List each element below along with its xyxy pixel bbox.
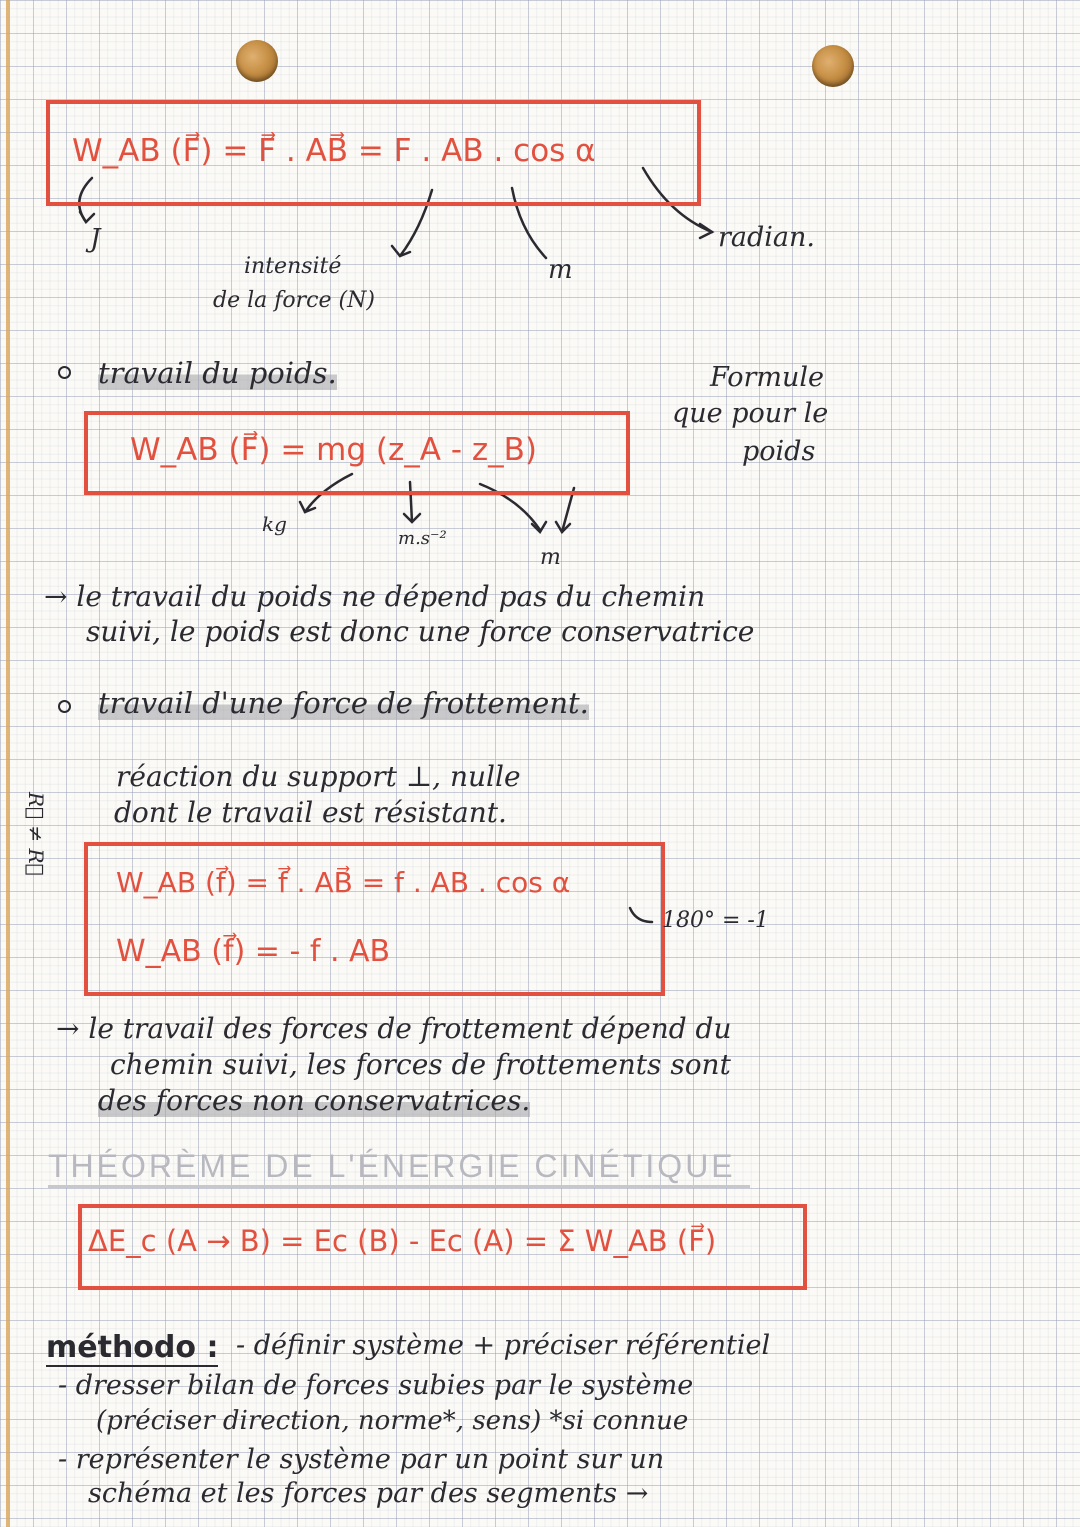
weight-conclusion-2: suivi, le poids est donc une force conservatrice [86,615,755,648]
friction-line-1: réaction du support ⊥, nulle [116,760,521,793]
weight-note-1: Formule [710,362,825,393]
unit-meter: m [540,545,561,570]
theorem-title: THÉORÈME DE L'ÉNERGIE CINÉTIQUE [48,1148,750,1188]
joule-unit: J [90,224,101,254]
margin-line [6,0,10,1527]
punch-hole-left [236,40,278,82]
section-weight-title: travail du poids. [98,356,337,390]
side-label: R⃗ ≠ R⃗ [24,792,48,876]
bullet [58,366,71,379]
methodo-step-5: schéma et les forces par des segments → [88,1478,649,1509]
unit-kg: kg [262,512,287,536]
friction-formula-2: W_AB (f⃗) = - f . AB [116,934,391,969]
methodo-step-1: - définir système + préciser référentiel [236,1330,771,1361]
cos-note: 180° = -1 [662,908,769,933]
meter-unit: m [548,255,573,285]
intensity-note-line2: de la force (N) [213,288,375,313]
methodo-step-3: (préciser direction, norme*, sens) *si connue [96,1406,689,1436]
weight-conclusion-1: → le travail du poids ne dépend pas du chemin [44,580,706,613]
radian-unit: radian. [718,222,815,253]
friction-conclusion-1: → le travail des forces de frottement dépend du [56,1012,732,1045]
friction-line-2: dont le travail est résistant. [114,796,507,829]
weight-formula: W_AB (F⃗) = mg (z_A - z_B) [130,432,538,468]
unit-acceleration: m.s⁻² [398,528,447,549]
methodo-step-2: - dresser bilan de forces subies par le système [58,1370,694,1401]
methodo-step-4: - représenter le système par un point sur un [58,1444,665,1475]
punch-hole-right [812,45,854,87]
methodo-label: méthodo : [46,1330,219,1365]
weight-note-2: que pour le [672,398,829,429]
bullet [58,700,71,713]
weight-note-3: poids [742,436,816,467]
theorem-formula: ΔE_c (A → B) = Ec (B) - Ec (A) = Σ W_AB (F⃗) [88,1224,717,1258]
work-formula: W_AB (F⃗) = F⃗ . AB⃗ = F . AB . cos α [72,133,596,169]
friction-formula-1: W_AB (f⃗) = f⃗ . AB⃗ = f . AB . cos α [116,866,571,899]
section-friction-title: travail d'une force de frottement. [98,686,589,720]
friction-conclusion-2: chemin suivi, les forces de frottements sont [110,1048,731,1081]
intensity-note: intensité [244,254,342,279]
friction-conclusion-3: des forces non conservatrices. [98,1084,531,1117]
